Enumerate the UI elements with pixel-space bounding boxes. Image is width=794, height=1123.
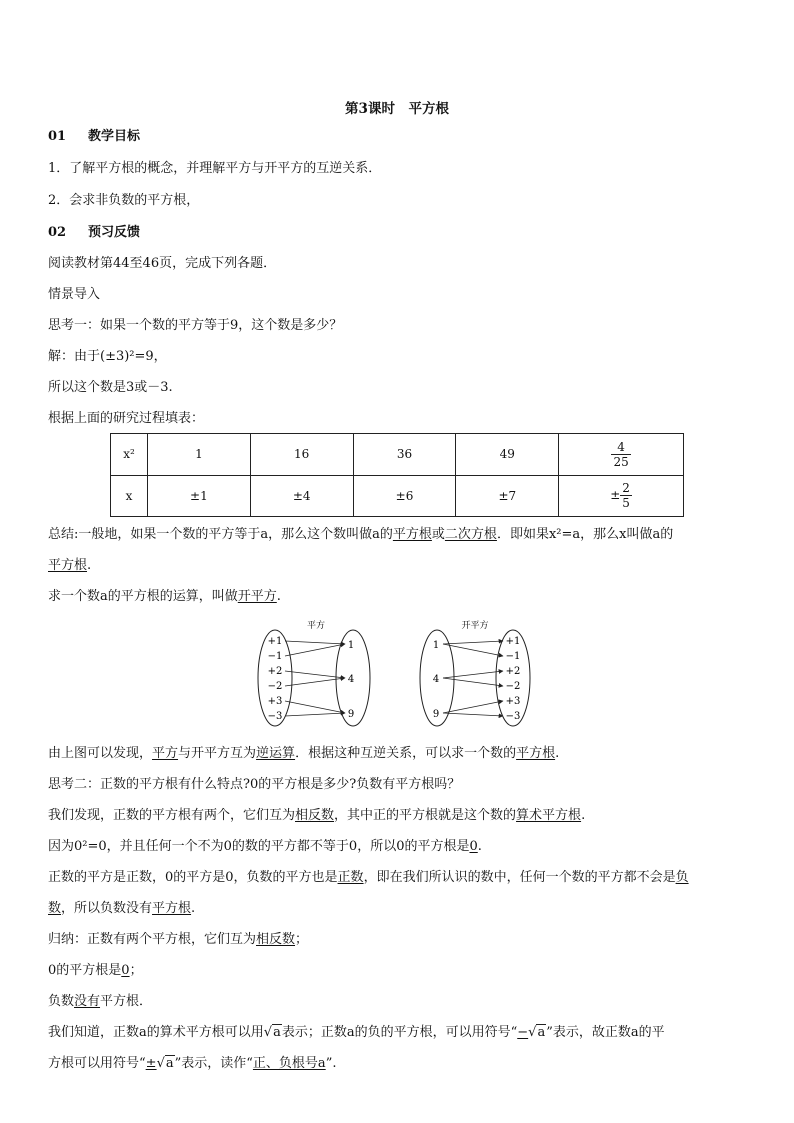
mapping-arrow [443, 641, 503, 644]
text: 平方根． [100, 994, 153, 1009]
text: ； [129, 963, 143, 978]
fraction [611, 440, 630, 469]
text: 正数的平方是正数，0的平方是0，负数的平方也是 [48, 870, 338, 885]
text: 总结:一般地，如果一个数的平方等于a，那么这个数叫做a的 [48, 527, 393, 542]
diagram-number: +3 [267, 696, 283, 707]
table-cell: x² [111, 434, 148, 476]
diagram-number: −1 [267, 651, 283, 662]
section-heading-preview [48, 224, 748, 242]
text: 由上图可以发现， [48, 746, 153, 761]
square-line-2 [48, 900, 748, 918]
text: 我们知道，正数a的算术平方根可以用 [48, 1025, 264, 1040]
answer-blank: 相反数 [256, 932, 296, 947]
diagram-number: +2 [505, 666, 521, 677]
answer-blank: 算术平方根 [516, 808, 582, 823]
denominator: 25 [613, 454, 629, 469]
table-row [111, 434, 684, 476]
answer-blank: 开平方 [237, 589, 277, 604]
induce-line-2 [48, 962, 748, 980]
text: ，即在我们所认识的数中，任何一个数的平方都不会是 [363, 870, 676, 885]
fraction [620, 481, 632, 510]
mapping-diagram [255, 618, 545, 730]
answer-blank: 二次方根 [444, 527, 497, 542]
think-two: 思考二：正数的平方根有什么特点?0的平方根是多少?负数有平方根吗？ [48, 777, 461, 792]
answer-blank [517, 1025, 546, 1040]
table-cell: 36 [353, 434, 456, 476]
text: ； [295, 932, 309, 947]
table-cell [559, 475, 684, 517]
square-table [110, 433, 684, 517]
text: 因为0²=0，并且任何一个不为0的数的平方都不等于0，所以0的平方根是 [48, 839, 470, 854]
diagram-number: 1 [347, 640, 355, 651]
answer-blank: 0 [121, 963, 130, 978]
solution-line-1: 解：由于(±3)²=9， [48, 349, 167, 364]
answer-blank: 平方根 [48, 558, 88, 573]
mapping-arrow [285, 701, 345, 713]
answer-blank: 负 [675, 870, 689, 885]
answer-blank: 平方根 [152, 901, 192, 916]
table-cell: ±7 [456, 475, 559, 517]
text: ．根据这种互逆关系，可以求一个数的 [295, 746, 517, 761]
goal-1: 1．了解平方根的概念，并理解平方与开平方的互逆关系． [48, 161, 382, 176]
table-cell: ±6 [353, 475, 456, 517]
answer-blank: 平方根 [392, 527, 432, 542]
text: 与开平方互为 [178, 746, 257, 761]
sqrt-symbol: √a [263, 1025, 281, 1040]
goal-2: 2．会求非负数的平方根， [48, 193, 200, 208]
text: 方根可以用符号“ [48, 1056, 146, 1071]
section-label: 教学目标 [88, 129, 141, 144]
table-cell: 49 [456, 434, 559, 476]
radicand: a [165, 1056, 174, 1071]
diagram-title-square: 平方 [306, 621, 326, 631]
text: . [276, 589, 281, 604]
table-cell: ±4 [250, 475, 353, 517]
diagram-number: 4 [432, 674, 440, 685]
minus-sign: − [517, 1025, 529, 1040]
plus-minus-sign: ± [610, 488, 621, 503]
answer-blank: 相反数 [295, 808, 335, 823]
mapping-arrow [285, 641, 345, 644]
text: 求一个数a的平方根的运算，叫做 [48, 589, 238, 604]
diagram-number: −3 [267, 711, 283, 722]
mapping-arrow [285, 713, 345, 716]
text: . [581, 808, 586, 823]
text: . [87, 558, 92, 573]
answer-blank: 平方根 [516, 746, 556, 761]
section-heading-goals [48, 128, 748, 146]
section-number: 02 [48, 225, 67, 240]
radicand: a [273, 1025, 281, 1040]
answer-blank: 正、负根号a [252, 1056, 326, 1071]
diagram-number: −2 [505, 681, 521, 692]
diagram-number: +1 [505, 636, 521, 647]
text: 归纳：正数有两个平方根，它们互为 [48, 932, 257, 947]
answer-blank: 没有 [74, 994, 101, 1009]
text: 表示；正数a的负的平方根，可以用符号“ [281, 1025, 518, 1040]
reading-instruction: 阅读教材第44至46页，完成下列各题． [48, 256, 277, 271]
answer-blank: 正数 [337, 870, 364, 885]
diagram-number: +2 [267, 666, 283, 677]
table-cell: 16 [250, 434, 353, 476]
mapping-arrow [443, 671, 503, 678]
text: ”. [325, 1056, 337, 1071]
table-row [111, 475, 684, 517]
answer-blank: 数 [48, 901, 62, 916]
diagram-number: 9 [347, 709, 355, 720]
scene-intro: 情景导入 [48, 287, 101, 302]
induce-line-3 [48, 993, 748, 1011]
text: . [477, 839, 482, 854]
section-number: 01 [48, 129, 67, 144]
text: ”表示，故正数a的平 [546, 1025, 665, 1040]
sqrt-symbol: √a [156, 1056, 174, 1071]
discover-line [48, 745, 748, 763]
mapping-arrow [443, 678, 503, 686]
section-label: 预习反馈 [88, 225, 141, 240]
sqrt-symbol: √a [528, 1025, 546, 1040]
denominator: 5 [622, 496, 630, 511]
text: . [555, 746, 560, 761]
text: 负数 [48, 994, 75, 1009]
diagram-title-root: 开平方 [461, 621, 489, 631]
answer-blank: 逆运算 [256, 746, 296, 761]
text: ．即如果x²=a，那么x叫做a的 [496, 527, 674, 542]
numerator: 2 [622, 481, 630, 496]
text: ，其中正的平方根就是这个数的 [334, 808, 517, 823]
diagram-number: 4 [347, 674, 355, 685]
numerator: 4 [611, 440, 630, 455]
answer-blank: 0 [469, 839, 478, 854]
notation-line-2 [48, 1055, 748, 1073]
text: ，所以负数没有 [61, 901, 153, 916]
diagram-number: +3 [505, 696, 521, 707]
mapping-arrow [285, 644, 345, 656]
page-title: 第3课时 平方根 [345, 101, 449, 117]
think-one: 思考一：如果一个数的平方等于9，这个数是多少？ [48, 318, 343, 333]
plus-minus-sign: ± [145, 1056, 157, 1071]
diagram-number: +1 [267, 636, 283, 647]
operation-definition [48, 588, 748, 606]
text: 或 [431, 527, 445, 542]
radicand: a [537, 1025, 546, 1040]
answer-blank [146, 1056, 175, 1071]
solution-line-2: 所以这个数是3或－3. [48, 380, 173, 395]
summary-line-2 [48, 557, 748, 575]
summary-line-1 [48, 526, 748, 544]
table-cell [559, 434, 684, 476]
table-cell: ±1 [148, 475, 251, 517]
found-line [48, 807, 748, 825]
square-line-1 [48, 869, 748, 887]
text: . [191, 901, 196, 916]
diagram-number: 9 [432, 709, 440, 720]
table-cell: x [111, 475, 148, 517]
text: ”表示，读作“ [174, 1056, 253, 1071]
mapping-arrow [443, 713, 503, 716]
table-cell: 1 [148, 434, 251, 476]
diagram-number: −3 [505, 711, 521, 722]
text: 0的平方根是 [48, 963, 122, 978]
diagram-number: −2 [267, 681, 283, 692]
table-intro: 根据上面的研究过程填表： [48, 411, 205, 426]
diagram-number: 1 [432, 640, 440, 651]
because-line [48, 838, 748, 856]
induce-line-1 [48, 931, 748, 949]
notation-line-1 [48, 1024, 748, 1042]
answer-blank: 平方 [152, 746, 179, 761]
diagram-number: −1 [505, 651, 521, 662]
text: 我们发现，正数的平方根有两个，它们互为 [48, 808, 296, 823]
